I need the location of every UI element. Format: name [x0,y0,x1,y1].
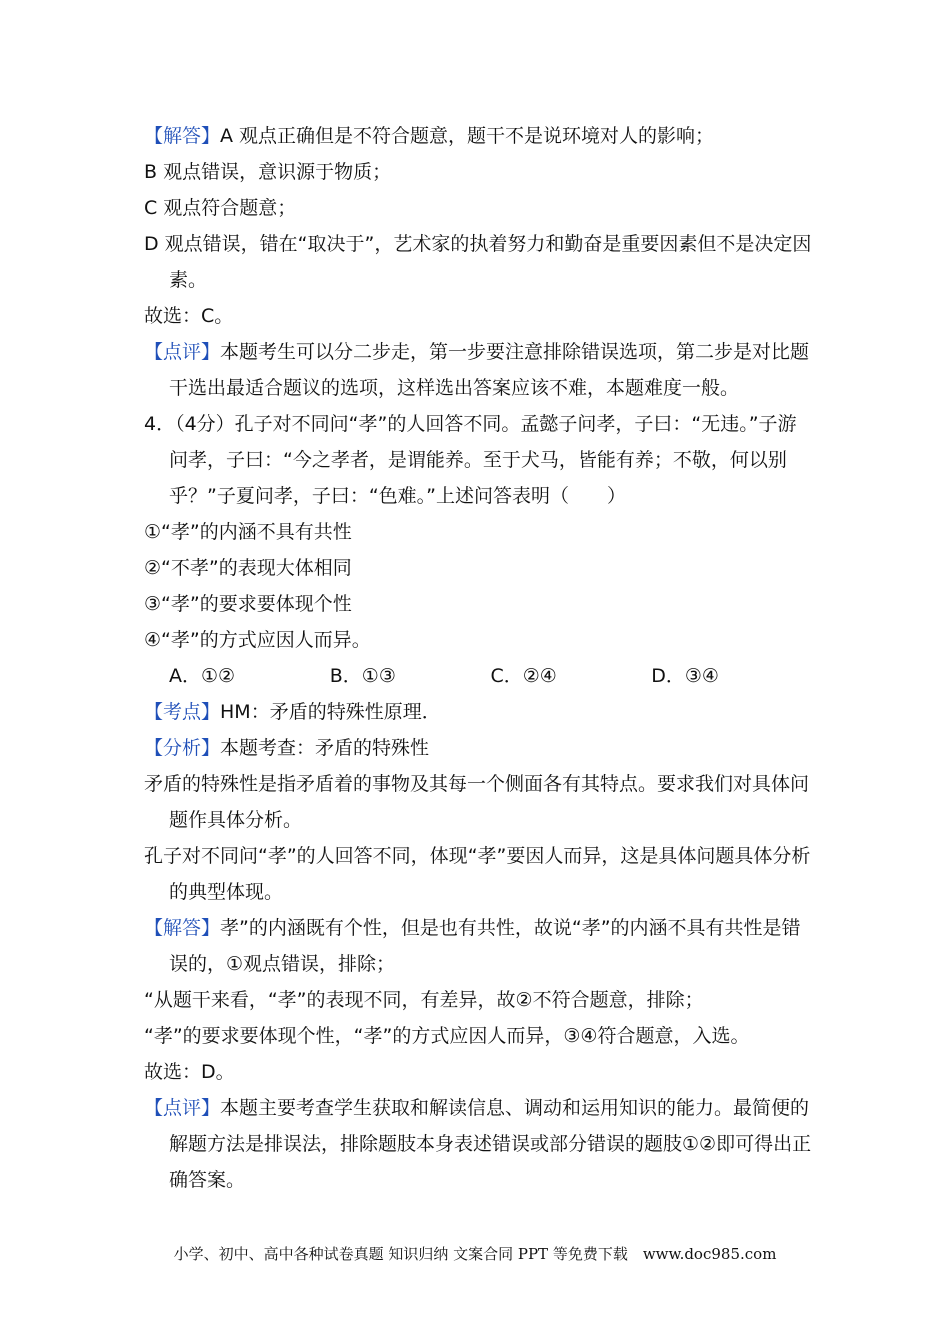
q3-line-c: C 观点符合题意； [144,197,297,219]
comment-tag: 【点评】 [144,1097,221,1119]
q3-choice: 故选：C。 [144,305,234,327]
option-d: D．③④ [651,665,719,687]
q4-statement: ①“孝”的内涵不具有共性 [144,521,352,543]
q4-answer [144,910,812,982]
answer-tag: 【解答】 [144,125,221,147]
page-footer: 小学、初中、高中各种试卷真题 知识归纳 文案合同 PPT 等免费下载 www.doc985.com [173,1245,777,1263]
q4-statement: ④“孝”的方式应因人而异。 [144,629,371,651]
q4-answer-p2: “从题干来看，“孝”的表现不同，有差异，故②不符合题意，排除； [144,989,704,1011]
q4-analysis [144,730,812,766]
q4-answer-text: 孝”的内涵既有个性，但是也有共性，故说“孝”的内涵不具有共性是错误的，①观点错误，排除； [169,917,801,975]
q4-analysis-p2: 孔子对不同问“孝”的人回答不同，体现“孝”要因人而异，这是具体问题具体分析的典型体现。 [144,845,811,903]
q3-answer-line [144,118,812,154]
q4-statement: ③“孝”的要求要体现个性 [144,593,352,615]
q4-comment-text: 本题主要考查学生获取和解读信息、调动和运用知识的能力。最简便的解题方法是排误法，排除题肢本身表述错误或部分错误的题肢①②即可得出正确答案。 [169,1097,812,1191]
q4-answer-p3: “孝”的要求要体现个性，“孝”的方式应因人而异，③④符合题意，入选。 [144,1025,750,1047]
q3-comment-text: 本题考生可以分二步走，第一步要注意排除错误选项，第二步是对比题干选出最适合题议的选项，这样选出答案应该不难，本题难度一般。 [169,341,810,399]
document-body [144,118,812,1198]
point-tag: 【考点】 [144,701,221,723]
option-a: A．①② [169,665,236,687]
q4-statement: ②“不孝”的表现大体相同 [144,557,352,579]
option-b: B．①③ [329,665,396,687]
q4-options [144,658,812,694]
option-c: C．②④ [490,665,557,687]
answer-tag: 【解答】 [144,917,221,939]
q4-choice: 故选：D。 [144,1061,235,1083]
q4-analysis-text: 本题考查：矛盾的特殊性 [220,737,430,759]
q4-comment [144,1090,812,1198]
comment-tag: 【点评】 [144,341,221,363]
q3-line-b: B 观点错误，意识源于物质； [144,161,392,183]
analysis-tag: 【分析】 [144,737,221,759]
q4-stem: 4．（4分）孔子对不同问“孝”的人回答不同。孟懿子问孝，子曰：“无违。”子游问孝，子曰：“今之孝者，是谓能养。至于犬马，皆能有养；不敬，何以别乎？”子夏问孝，子曰：“色难。”上述问答表明（ ） [144,413,797,507]
q4-analysis-p1: 矛盾的特殊性是指矛盾着的事物及其每一个侧面各有其特点。要求我们对具体问题作具体分析。 [144,773,810,831]
q3-line-d: D 观点错误，错在“取决于”，艺术家的执着努力和勤奋是重要因素但不是决定因素。 [144,233,812,291]
q3-comment [144,334,812,406]
q4-point-text: HM：矛盾的特殊性原理． [220,701,441,723]
q4-point [144,694,812,730]
q3-answer-text: A 观点正确但是不符合题意，题干不是说环境对人的影响； [220,125,715,147]
